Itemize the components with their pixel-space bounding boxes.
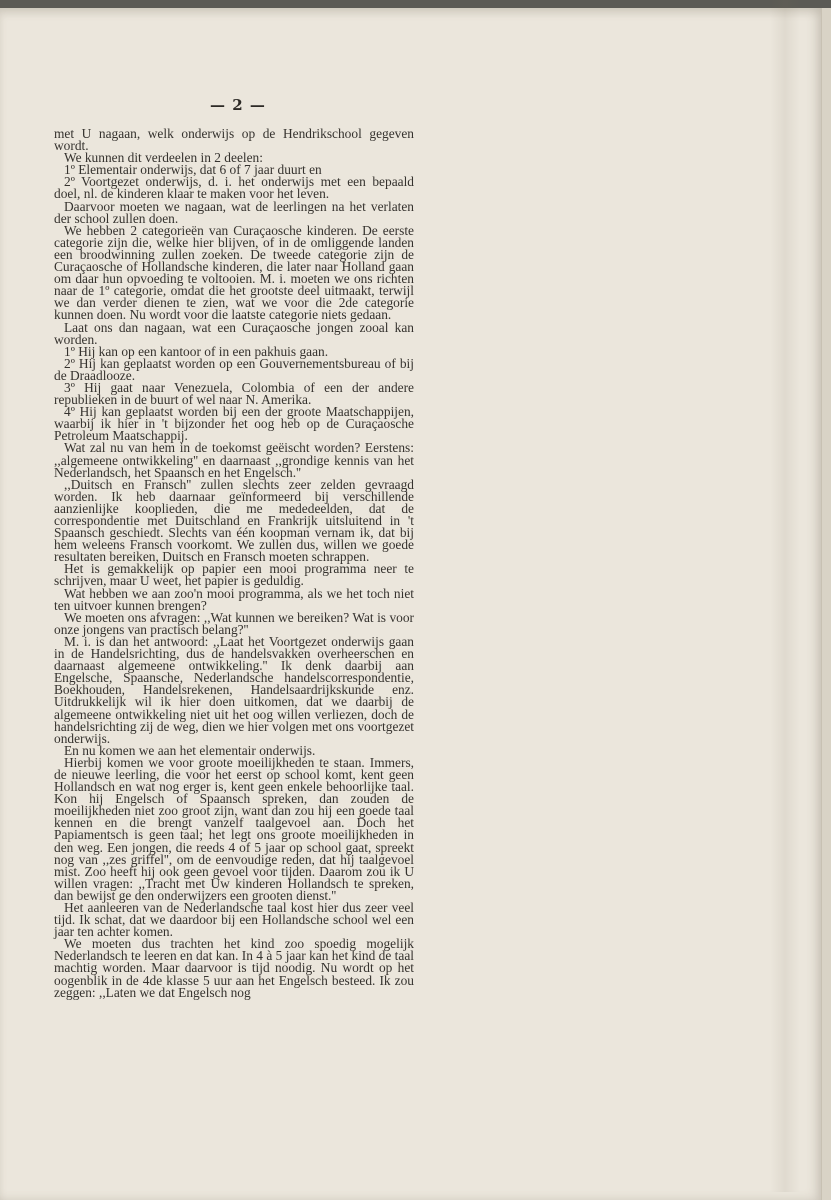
paragraph: Hierbij komen we voor groote moeilijkheden te staan. Immers, de nieuwe leerling, die voor het eerst op school komt, kent geen Hollandsch en wat nog erger is, kent geen enkele behoorlijke taal. Kon hij Engelsch of Spaansch spreken, dan zouden de moeilijkheden niet zoo groot zijn, want dan zou hij een goede taal kennen en die brengt vanzelf taalgevoel aan. Doch het Papiamentsch is geen taal; het legt ons groote moeilijkheden in den weg. Een jongen, die reeds 4 of 5 jaar op school gaat, spreekt nog van ,,zes griffel'', om de eenvoudige reden, dat hij taalgevoel mist. Zoo heeft hij ook geen gevoel voor tijden. Daarom zou ik U willen vragen: ,,Tracht met Uw kinderen Hollandsch te spreken, dan bewijst ge den onderwijzers een grooten dienst.'': [54, 754, 414, 903]
paragraph: 1º Elementair onderwijs, dat 6 of 7 jaar duurt en: [64, 162, 322, 178]
paragraph: 2º Voortgezet onderwijs, d. i. het onderwijs met een bepaald doel, nl. de kinderen klaar te maken voor het leven.: [54, 174, 414, 202]
paragraph: 4º Hij kan geplaatst worden bij een der groote Maatschappijen, waarbij ik hier in 't bijzonder het oog heb op de Curaçaosche Petroleum Maatschappij.: [54, 404, 414, 444]
paragraph: met U nagaan, welk onderwijs op de Hendrikschool gegeven wordt.: [54, 126, 414, 154]
paragraph: ,,Duitsch en Fransch'' zullen slechts zeer zelden gevraagd worden. Ik heb daarnaar geïnformeerd bij verschillende aanzienlijke kooplieden, die me mededeelden, dat de correspondentie met Duitschland en Frankrijk uitsluitend in 't Spaansch geschiedt. Slechts van één koopman vernam ik, dat bij hem weleens Fransch voorkomt. We zullen dus, willen we goede resultaten bereiken, Duitsch en Fransch moeten schrappen.: [54, 476, 414, 565]
page-number: — 2 —: [210, 96, 266, 114]
paragraph: We moeten dus trachten het kind zoo spoedig mogelijk Nederlandsch te leeren en dat kan. In 4 à 5 jaar kan het kind de taal machtig worden. Maar daarvoor is tijd noodig. Nu wordt op het oogenblik in de 4de klasse 5 uur aan het Engelsch besteed. Ik zou zeggen: ,,Laten we dat Engelsch nog: [54, 936, 414, 1000]
paragraph: We kunnen dit verdeelen in 2 deelen:: [64, 150, 263, 166]
paragraph: 2º Hij kan geplaatst worden op een Gouvernementsbureau of bij de Draadlooze.: [54, 355, 414, 383]
paragraph: Het aanleeren van de Nederlandsche taal kost hier dus zeer veel tijd. Ik schat, dat we daardoor bij een Hollandsche school wel een jaar ten achter komen.: [54, 900, 414, 940]
paragraph: Daarvoor moeten we nagaan, wat de leerlingen na het verlaten der school zullen doen.: [54, 198, 414, 226]
paragraph: Laat ons dan nagaan, wat een Curaçaosche jongen zooal kan worden.: [54, 319, 414, 347]
paragraph: 1º Hij kan op een kantoor of in een pakhuis gaan.: [64, 343, 329, 359]
page-edge: [821, 8, 831, 1200]
paragraph: We hebben 2 categorieën van Curaçaosche kinderen. De eerste categorie zijn die, welke hier blijven, of in de omliggende landen een broodwinning zullen zoeken. De tweede categorie zijn de Curaçaosche of Hollandsche kinderen, die later naar Holland gaan om daar hun opvoeding te voltooien. M. i. moeten we ons richten naar de 1º categorie, omdat die het grootste deel uitmaakt, terwijl we dan verder dienen te zien, wat we voor die 2de categorie kunnen doen. Nu wordt voor die laatste categorie niets gedaan.: [54, 222, 414, 323]
paragraph: 3º Hij gaat naar Venezuela, Colombia of een der andere republieken in de buurt of wel naar N. Amerika.: [54, 379, 414, 408]
paragraph: M. i. is dan het antwoord: ,,Laat het Voortgezet onderwijs gaan in de Handelsrichting, dus de handelsvakken overheerschen en daarnaast algemeene ontwikkeling.'' Ik denk daarbij aan Engelsche, Spaansche, Nederlandsche handelscorrespondentie, Boekhouden, Handelsrekenen, Handelsaardrijkskunde enz. Uitdrukkelijk wil ik hier doen uitkomen, dat we daarbij de algemeene ontwikkeling niet uit het oog willen verliezen, doch de handelsrichting zij de weg, dien we hier volgen met ons voortgezet onderwijs.: [54, 633, 414, 746]
page-fold: [770, 0, 800, 1192]
paragraph: Wat hebben we aan zoo'n mooi programma, als we het toch niet ten uitvoer kunnen brengen?: [54, 585, 414, 613]
paragraph: Wat zal nu van hem in de toekomst geëischt worden? Eerstens: ,,algemeene ontwikkeling'' en daarnaast ,,grondige kennis van het Nederlandsch, het Spaansch en het Engelsch.'': [54, 440, 414, 480]
body-text: [54, 128, 414, 999]
paragraph: We moeten ons afvragen: ,,Wat kunnen we bereiken? Wat is voor onze jongens van practisch belang?'': [54, 609, 414, 637]
paragraph: Het is gemakkelijk op papier een mooi programma neer te schrijven, maar U weet, het papier is geduldig.: [54, 561, 414, 589]
paragraph: En nu komen we aan het elementair onderwijs.: [64, 742, 316, 758]
